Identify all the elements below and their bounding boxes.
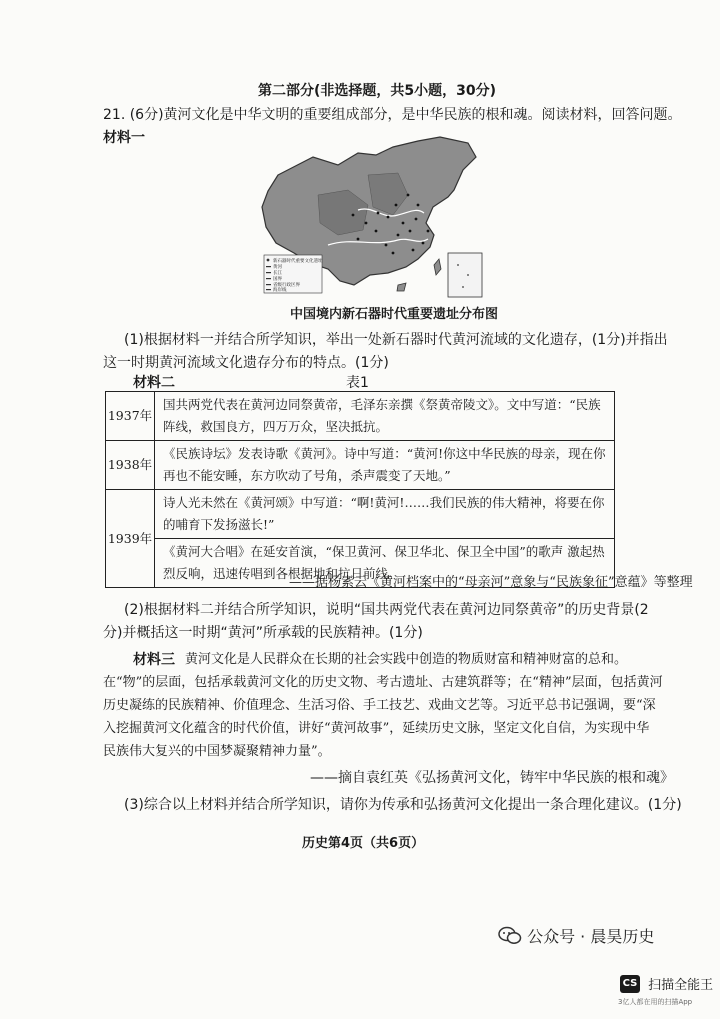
table-row — [106, 441, 615, 490]
wechat-icon — [498, 926, 522, 946]
wechat-watermark — [498, 924, 654, 947]
camscanner-subtitle: 3亿人都在用的扫描App — [618, 998, 693, 1006]
china-neolithic-sites-map — [258, 135, 488, 300]
table-cell-year: 1938年 — [106, 441, 155, 490]
table-cell-text: 诗人光未然在《黄河颂》中写道：“啊!黄河!……我们民族的伟大精神，将要在你的哺育下发扬滋长!” — [155, 490, 615, 539]
section-title: 第二部分(非选择题，共5小题，30分) — [258, 83, 497, 99]
map-legend-item: 国界 — [273, 277, 282, 282]
material-3-line: 入挖掘黄河文化蕴含的时代价值，讲好“黄河故事”，延续历史文脉，坚定文化自信，为实现中华 — [103, 721, 650, 736]
question-21-intro: 21. (6分)黄河文化是中华文明的重要组成部分，是中华民族的根和魂。阅读材料，回答问题。 — [103, 107, 682, 123]
table-cell-text: 《黄河大合唱》在延安首演，“保卫黄河、保卫华北、保卫全中国”的歌声 激起热烈反响，迅速传唱到各根据地和抗日前线。 — [155, 539, 615, 588]
material-2-label: 材料二 — [133, 375, 175, 391]
question-3: (3)综合以上材料并结合所学知识，请你为传承和弘扬黄河文化提出一条合理化建议。(1分) — [124, 797, 682, 813]
camscanner-label: 扫描全能王 — [648, 978, 714, 993]
question-2-line2: 分)并概括这一时期“黄河”所承载的民族精神。(1分) — [103, 625, 423, 641]
table-row — [106, 392, 615, 441]
table-cell-year: 1937年 — [106, 392, 155, 441]
material-3-label: 材料三 — [133, 652, 175, 668]
table-1 — [105, 391, 615, 588]
table-cell-text: 《民族诗坛》发表诗歌《黄河》。诗中写道：“黄河!你这中华民族的母亲，现在你再也不能安睡，东方吹动了号角，杀声震变了天地。” — [155, 441, 615, 490]
table-cell-text: 国共两党代表在黄河边同祭黄帝，毛泽东亲撰《祭黄帝陵文》。文中写道：“民族阵线，救国良方，四万万众，坚决抵抗。 — [155, 392, 615, 441]
camscanner-logo: CS — [620, 975, 640, 993]
china-map-image — [258, 135, 488, 300]
question-1-line2: 这一时期黄河流域文化遗存分布的特点。(1分) — [103, 355, 389, 371]
table-title: 表1 — [346, 375, 369, 391]
camscanner-badge — [620, 973, 713, 993]
question-2-line1: (2)根据材料二并结合所学知识，说明“国共两党代表在黄河边同祭黄帝”的历史背景(2 — [124, 602, 649, 618]
map-legend-item: 省级行政区界 — [273, 283, 300, 288]
map-legend-item: 海岸线 — [273, 288, 287, 293]
map-legend-item: 长江 — [273, 271, 282, 276]
material-1-label: 材料一 — [103, 130, 145, 146]
material-3-source: ——摘自袁红英《弘扬黄河文化，铸牢中华民族的根和魂》 — [310, 770, 674, 786]
wechat-account-label: 公众号 · 晨昊历史 — [527, 927, 655, 946]
material-3-line: 历史凝练的民族精神、价值理念、生活习俗、手工技艺、戏曲文艺等。习近平总书记强调，要“深 — [103, 698, 656, 713]
table-cell-year: 1939年 — [106, 490, 155, 588]
map-caption: 中国境内新石器时代重要遗址分布图 — [290, 307, 499, 322]
page-footer: 历史第4页（共6页） — [302, 836, 425, 851]
map-legend-item: 黄河 — [273, 265, 282, 270]
question-1-line1: (1)根据材料一并结合所学知识，举出一处新石器时代黄河流域的文化遗存，(1分)并指出 — [124, 332, 668, 348]
table-source: ——据杨素云《黄河档案中的“母亲河”意象与“民族象征”意蕴》等整理 — [289, 575, 693, 590]
material-3-line: 民族伟大复兴的中国梦凝聚精神力量”。 — [103, 744, 331, 759]
material-3-line: 在“物”的层面，包括承载黄河文化的历史文物、考古遗址、古建筑群等；在“精神”层面，包括黄河 — [103, 675, 663, 690]
table-row — [106, 490, 615, 539]
material-3-line: 黄河文化是人民群众在长期的社会实践中创造的物质财富和精神财富的总和。 — [185, 652, 628, 667]
map-legend-item: 新石器时代重要文化遗址 — [273, 259, 323, 264]
